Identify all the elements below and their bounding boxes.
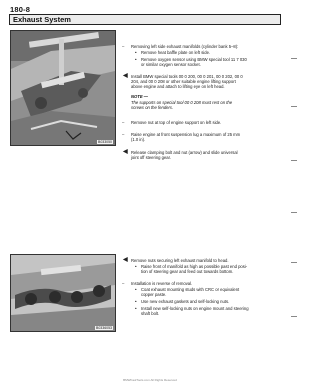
bullet-coat-studs-cont: copper paste.	[141, 292, 167, 297]
exhaust-manifold-photo	[10, 254, 116, 332]
bullet-new-locking-nuts: Install new self-locking nuts on engine mount and steering	[141, 306, 249, 311]
exhaust-manifold-illustration	[11, 255, 115, 331]
note-heading: NOTE —	[131, 94, 148, 99]
section-header: Exhaust System	[9, 14, 281, 25]
page-number: 180-8	[10, 5, 31, 14]
note-text: The supports on special tool 00 0 208 must rest on the	[131, 100, 233, 105]
bullet-remove-oxygen-sensor: Remove oxygen sensor using BMW special tool 11 7 030	[141, 57, 247, 62]
margin-mark	[291, 212, 297, 213]
step-raise-engine-cont: (1.0 in).	[131, 137, 146, 142]
step-release-clamping-bolt: Release clamping bolt and nut (arrow) and slide universal	[131, 150, 238, 155]
footer-url: BMWFaulTools.com All Rights Reserved	[123, 378, 177, 382]
bullet-marker: •	[135, 264, 137, 269]
photo-code-bottom: B0336053	[96, 326, 112, 330]
engine-support-photo	[10, 30, 116, 146]
step-install-special-tools: Install BMW special tools 00 0 200, 00 0 201, 00 0 202, 00 0	[131, 74, 243, 79]
step-release-clamping-bolt-cont: joint off steering gear.	[131, 155, 171, 160]
step-install-special-tools-2: 204, and 00 0 208 or other suitable engine lifting support	[131, 79, 236, 84]
step-installation: Installation is reverse of removal.	[131, 281, 193, 286]
step-remove-manifold-nuts: Remove nuts securing left exhaust manifold to head.	[131, 258, 229, 263]
margin-mark	[291, 316, 297, 317]
bullet-coat-studs: Coat exhaust mounting studs with CRC or equivalent	[141, 287, 240, 292]
bullet-raise-manifold: Raise front of manifold as high as possible past end posi-	[141, 264, 248, 269]
margin-mark	[291, 106, 297, 107]
bullet-marker: •	[135, 57, 137, 62]
margin-mark	[291, 58, 297, 59]
bullet-remove-heat-baffle: Remove heat baffle plate on left side.	[141, 50, 211, 55]
margin-marks	[284, 0, 298, 386]
step-remove-left-manifolds: Removing left side exhaust manifolds (cylinder bank 5–8):	[131, 44, 239, 49]
step-raise-engine: Raise engine at front suspension lug a maximum of 25 mm	[131, 132, 241, 137]
bullet-marker: •	[135, 299, 137, 304]
step-remove-engine-support-nut: Remove nut at top of engine support on left side.	[131, 120, 222, 125]
figure-arrow-icon: ◀	[123, 257, 128, 263]
note-text-cont: screws on the fenders.	[131, 105, 174, 110]
bullet-remove-oxygen-sensor-cont: or similar oxygen sensor socket.	[141, 62, 201, 67]
bullet-marker: •	[135, 287, 137, 292]
photo-code-top: B033050	[97, 140, 112, 144]
bullet-new-locking-nuts-cont: shaft bolt.	[141, 311, 160, 316]
figure-arrow-icon: ◀	[123, 73, 128, 79]
bullet-marker: •	[135, 306, 137, 311]
margin-mark	[291, 262, 297, 263]
engine-support-illustration	[11, 31, 115, 145]
bullet-new-gaskets: Use new exhaust gaskets and self-locking nuts.	[141, 299, 230, 304]
dash-marker: –	[122, 281, 125, 286]
dash-marker: –	[122, 44, 125, 49]
dash-marker: –	[122, 132, 125, 137]
margin-mark	[291, 160, 297, 161]
dash-marker: –	[122, 120, 125, 125]
bullet-raise-manifold-cont: tion of steering gear and feed out towards bottom.	[141, 269, 234, 274]
bullet-marker: •	[135, 50, 137, 55]
step-install-special-tools-3: above engine and attach to lifting eye on left head.	[131, 84, 225, 89]
figure-arrow-icon: ◀	[123, 149, 128, 155]
